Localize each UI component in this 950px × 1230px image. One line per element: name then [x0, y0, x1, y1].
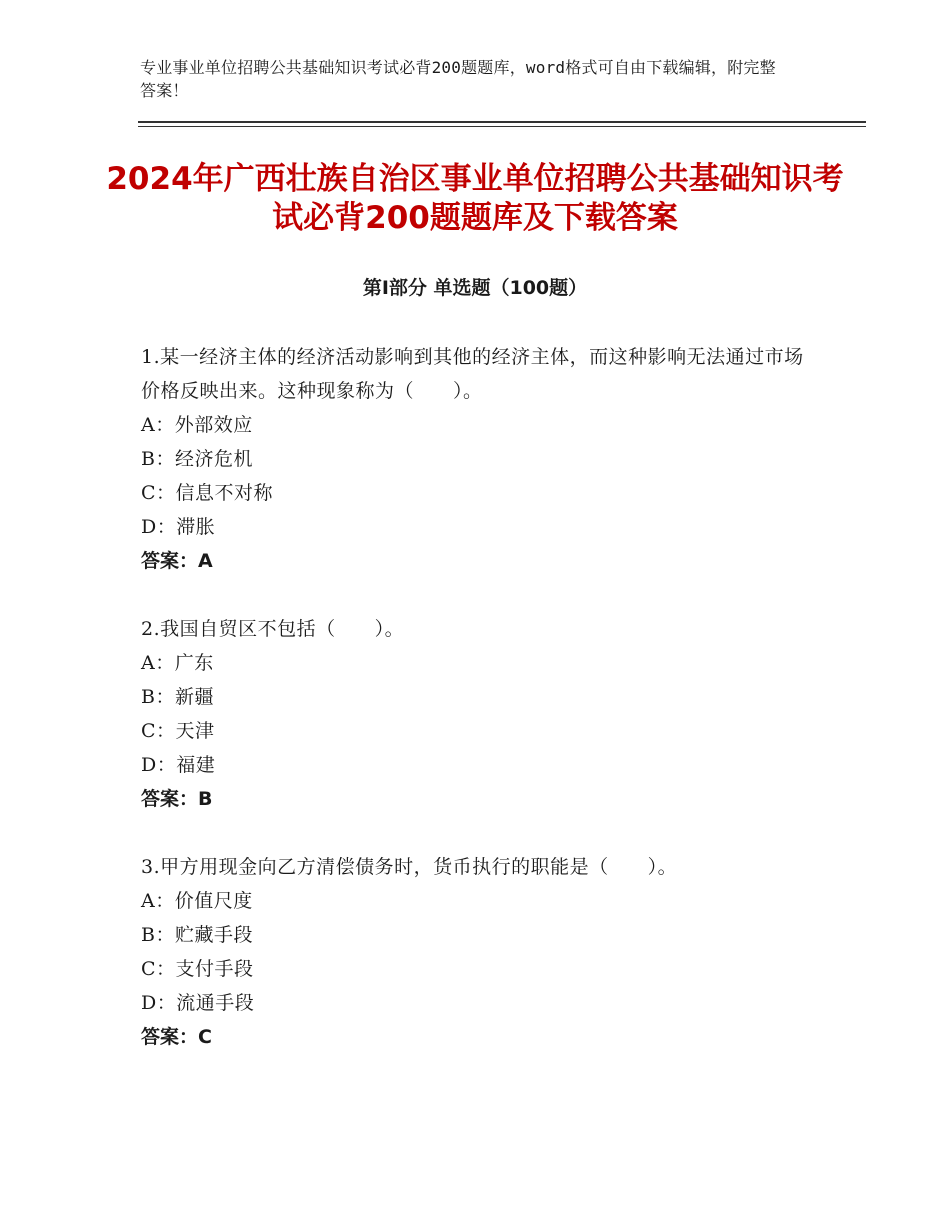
option-c: C：天津 — [141, 720, 215, 742]
question-stem: 2.我国自贸区不包括（ ）。 — [141, 618, 405, 640]
answer: 答案：B — [141, 788, 213, 810]
header-divider-thick — [138, 121, 866, 123]
header-note: 专业事业单位招聘公共基础知识考试必背200题题库，word格式可自由下载编辑，附完整答案！ — [140, 58, 776, 100]
option-c: C：支付手段 — [141, 958, 254, 980]
option-d: D：流通手段 — [141, 992, 255, 1014]
option-a: A：外部效应 — [141, 414, 253, 436]
option-b: B：贮藏手段 — [141, 924, 253, 946]
answer: 答案：A — [141, 550, 213, 572]
option-a: A：广东 — [141, 652, 214, 674]
document-title: 2024年广西壮族自治区事业单位招聘公共基础知识考试必背200题题库及下载答案 — [106, 161, 844, 236]
question-stem: 3.甲方用现金向乙方清偿债务时，货币执行的职能是（ ）。 — [141, 856, 678, 878]
option-c: C：信息不对称 — [141, 482, 274, 504]
question-1 — [141, 340, 821, 578]
question-list — [141, 340, 821, 1088]
section-title: 第Ⅰ部分 单选题（100题） — [362, 277, 588, 299]
option-d: D：福建 — [141, 754, 216, 776]
option-b: B：新疆 — [141, 686, 214, 708]
question-stem: 1.某一经济主体的经济活动影响到其他的经济主体，而这种影响无法通过市场价格反映出来。这种现象称为（ ）。 — [141, 346, 804, 402]
header-divider-thin — [138, 126, 866, 127]
option-d: D：滞胀 — [141, 516, 216, 538]
question-2 — [141, 612, 821, 816]
question-3 — [141, 850, 821, 1054]
answer: 答案：C — [141, 1026, 212, 1048]
option-a: A：价值尺度 — [141, 890, 253, 912]
option-b: B：经济危机 — [141, 448, 253, 470]
